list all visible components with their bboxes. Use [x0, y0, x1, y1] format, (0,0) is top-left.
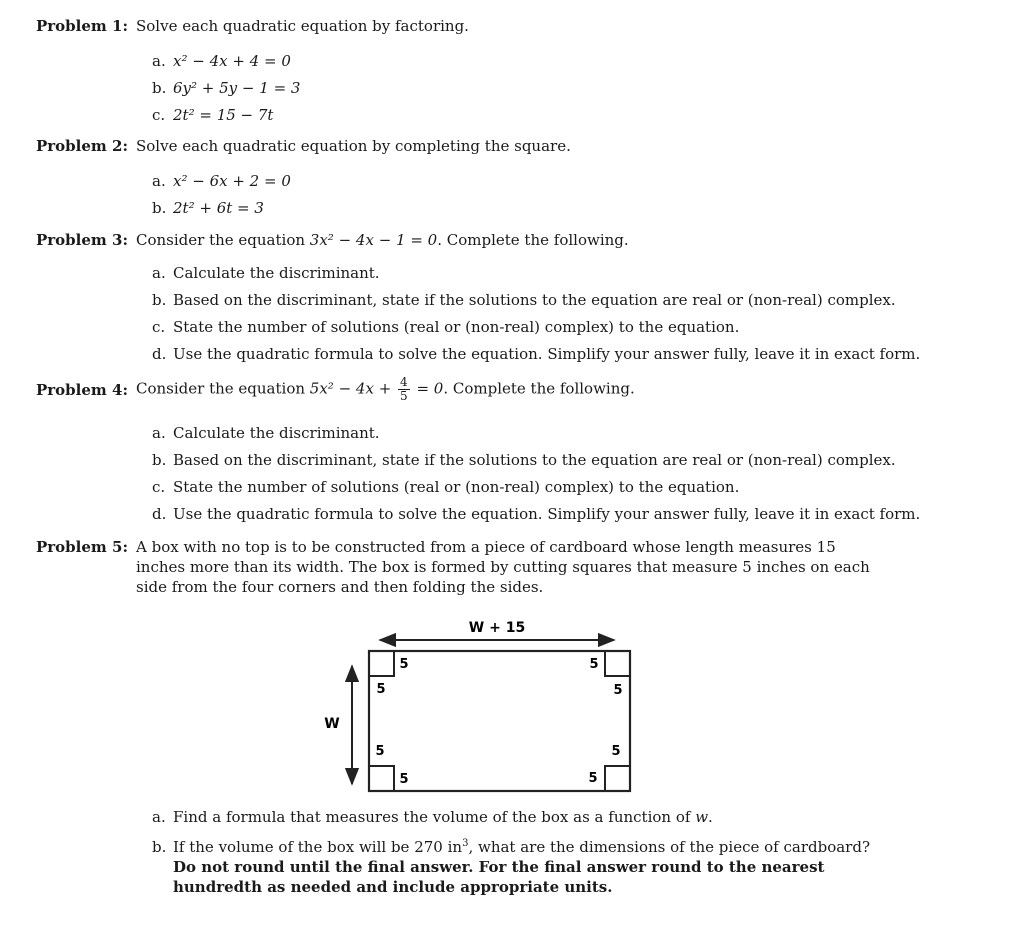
cut-label: 5: [399, 657, 409, 672]
list-item: c. State the number of solutions (real or (non-real) complex) to the equation.: [152, 318, 740, 336]
list-item: b. 2t² + 6t = 3: [152, 199, 264, 217]
corner-square-top-right: [605, 651, 630, 676]
problem-2: [36, 136, 896, 156]
list-item: a. x² − 4x + 4 = 0: [152, 52, 291, 70]
list-item: c. State the number of solutions (real or (non-real) complex) to the equation.: [152, 478, 740, 496]
width-label: W: [324, 716, 340, 732]
corner-square-bottom-left: [369, 766, 394, 791]
list-item: d. Use the quadratic formula to solve the equation. Simplify your answer fully, leave it in exact form.: [152, 505, 921, 523]
length-label: W + 15: [468, 620, 526, 636]
corner-square-bottom-right: [605, 766, 630, 791]
list-item: b. Based on the discriminant, state if the solutions to the equation are real or (non-real) complex.: [152, 451, 896, 469]
list-item: b. Based on the discriminant, state if the solutions to the equation are real or (non-real) complex.: [152, 291, 896, 309]
problem-2-label: Problem 2:: [36, 137, 128, 155]
problem-5-label: Problem 5:: [36, 538, 128, 556]
problem-4-text: Consider the equation 5x² − 4x + $\frac{4}{5}$ = 0. Complete the following.: [136, 375, 635, 403]
problem-4-items: [152, 423, 920, 531]
problem-2-text: Solve each quadratic equation by completing the square.: [136, 137, 571, 155]
cut-label: 5: [399, 772, 409, 787]
problem-5: [36, 537, 896, 597]
cut-label: 5: [375, 744, 385, 759]
problem-3-label: Problem 3:: [36, 231, 128, 249]
problem-4: [36, 376, 896, 403]
cut-label: 5: [376, 682, 386, 697]
problem-3-items: [152, 263, 920, 371]
problem-1: [36, 16, 896, 36]
problem-3: [36, 230, 896, 250]
list-item: a. x² − 6x + 2 = 0: [152, 172, 291, 190]
cut-label: 5: [589, 657, 599, 672]
list-item: b. If the volume of the box will be 270 $in^3$, what are the dimensions of the piece of cardboard? Do not round until the final answer. For the final answer round to the nearest hundredth as needed and include appropriate units.: [152, 838, 870, 896]
cut-label: 5: [588, 771, 598, 786]
list-item: a. Calculate the discriminant.: [152, 424, 380, 442]
list-item: d. Use the quadratic formula to solve the equation. Simplify your answer fully, leave it in exact form.: [152, 345, 921, 363]
problem-4-label: Problem 4:: [36, 380, 128, 399]
problem-3-text: Consider the equation 3x² − 4x − 1 = 0. Complete the following.: [136, 231, 629, 249]
problem-1-text: Solve each quadratic equation by factoring.: [136, 17, 469, 35]
problem-5-items: [152, 807, 881, 897]
problem-5-text: A box with no top is to be constructed from a piece of cardboard whose length measures 15 inches more than its width. The box is formed by cutting squares that measure 5 inches on each side from the four corners and then folding the sides.: [136, 538, 870, 596]
list-item: c. 2t² = 15 − 7t: [152, 106, 274, 124]
cut-label: 5: [611, 744, 621, 759]
corner-square-top-left: [369, 651, 394, 676]
problem-1-items: [152, 51, 300, 132]
list-item: a. Find a formula that measures the volume of the box as a function of w.: [152, 808, 713, 826]
cut-label: 5: [613, 683, 623, 698]
problem-1-label: Problem 1:: [36, 17, 128, 35]
equation: 5x² − 4x +: [309, 379, 397, 398]
list-item: b. 6y² + 5y − 1 = 3: [152, 79, 301, 97]
equation: 3x² − 4x − 1 = 0: [309, 231, 438, 249]
cardboard-outline: [369, 651, 630, 791]
list-item: a. Calculate the discriminant.: [152, 264, 380, 282]
problem-2-items: [152, 171, 291, 225]
fraction: $\frac{4}{5}$: [400, 375, 408, 403]
